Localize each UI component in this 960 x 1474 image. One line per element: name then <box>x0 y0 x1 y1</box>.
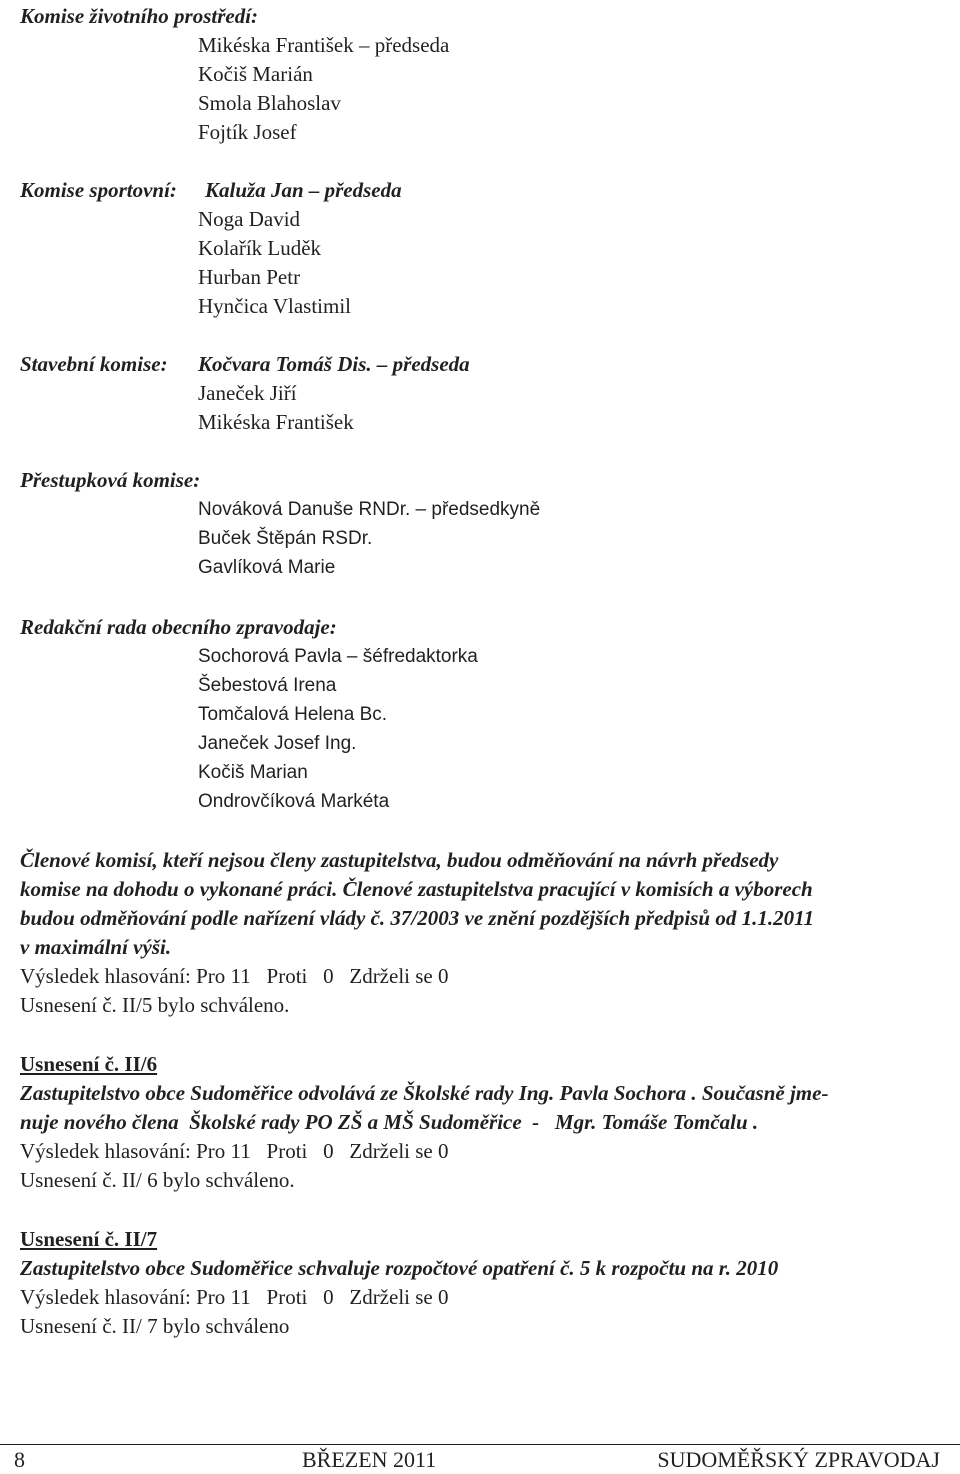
editorial-member: Šebestová Irena <box>198 675 337 696</box>
resolution5-result: Usnesení č. II/5 bylo schváleno. <box>20 993 290 1017</box>
building-member: Janeček Jiří <box>198 381 297 405</box>
footer-rule <box>0 1444 960 1445</box>
offense-member: Buček Štěpán RSDr. <box>198 528 373 549</box>
offense-member: Nováková Danuše RNDr. – předsedkyně <box>198 499 541 520</box>
sport-member: Hynčica Vlastimil <box>198 294 351 318</box>
resolution5-text-line: Členové komisí, kteří nejsou členy zastupitelstva, budou odměňování na návrh předsedy <box>20 848 779 872</box>
offense-member: Gavlíková Marie <box>198 557 336 578</box>
editorial-member: Janeček Josef Ing. <box>198 733 357 754</box>
sport-committee-chair: Kaluža Jan – předseda <box>205 178 402 202</box>
resolution6-text-line: nuje nového člena Školské rady PO ZŠ a MŠ Sudoměřice - Mgr. Tomáše Tomčalu . <box>20 1110 759 1134</box>
env-member: Fojtík Josef <box>198 120 297 144</box>
editorial-member: Sochorová Pavla – šéfredaktorka <box>198 646 478 667</box>
resolution7-title: Usnesení č. II/7 <box>20 1227 158 1251</box>
resolution6-result: Usnesení č. II/ 6 bylo schváleno. <box>20 1168 295 1192</box>
editorial-board-title: Redakční rada obecního zpravodaje: <box>20 615 337 639</box>
offense-committee-title: Přestupková komise: <box>20 468 201 492</box>
editorial-member: Tomčalová Helena Bc. <box>198 704 388 725</box>
building-committee-chair: Kočvara Tomáš Dis. – předseda <box>198 352 470 376</box>
resolution6-text-line: Zastupitelstvo obce Sudoměřice odvolává ze Školské rady Ing. Pavla Sochora . Současně jme- <box>20 1081 829 1105</box>
building-committee-title: Stavební komise: <box>20 352 168 376</box>
resolution5-vote: Výsledek hlasování: Pro 11 Proti 0 Zdrželi se 0 <box>20 964 449 988</box>
resolution7-text-line: Zastupitelstvo obce Sudoměřice schvaluje rozpočtové opatření č. 5 k rozpočtu na r. 2010 <box>20 1256 779 1280</box>
sport-member: Hurban Petr <box>198 265 301 289</box>
editorial-member: Kočiš Marian <box>198 762 308 783</box>
resolution5-text-line: budou odměňování podle nařízení vlády č. 37/2003 ve znění pozdějších předpisů od 1.1.2011 <box>20 906 814 930</box>
sport-member: Kolařík Luděk <box>198 236 322 260</box>
resolution6-title: Usnesení č. II/6 <box>20 1052 158 1076</box>
publication-name: SUDOMĚŘSKÝ ZPRAVODAJ <box>657 1447 940 1472</box>
resolution7-result: Usnesení č. II/ 7 bylo schváleno <box>20 1314 290 1338</box>
sport-member: Noga David <box>198 207 301 231</box>
sport-committee-title: Komise sportovní: <box>20 178 177 202</box>
resolution6-vote: Výsledek hlasování: Pro 11 Proti 0 Zdrželi se 0 <box>20 1139 449 1163</box>
env-member: Mikéska František – předseda <box>198 33 450 57</box>
resolution5-text-line: v maximální výši. <box>20 935 172 959</box>
editorial-member: Ondrovčíková Markéta <box>198 791 390 812</box>
env-committee-title: Komise životního prostředí: <box>20 4 259 28</box>
env-member: Smola Blahoslav <box>198 91 341 115</box>
resolution7-vote: Výsledek hlasování: Pro 11 Proti 0 Zdrželi se 0 <box>20 1285 449 1309</box>
building-member: Mikéska František <box>198 410 354 434</box>
issue-date: BŘEZEN 2011 <box>302 1447 437 1472</box>
env-member: Kočiš Marián <box>198 62 313 86</box>
resolution5-text-line: komise na dohodu o vykonané práci. Členové zastupitelstva pracující v komisích a výborech <box>20 877 813 901</box>
page-number: 8 <box>14 1447 25 1472</box>
